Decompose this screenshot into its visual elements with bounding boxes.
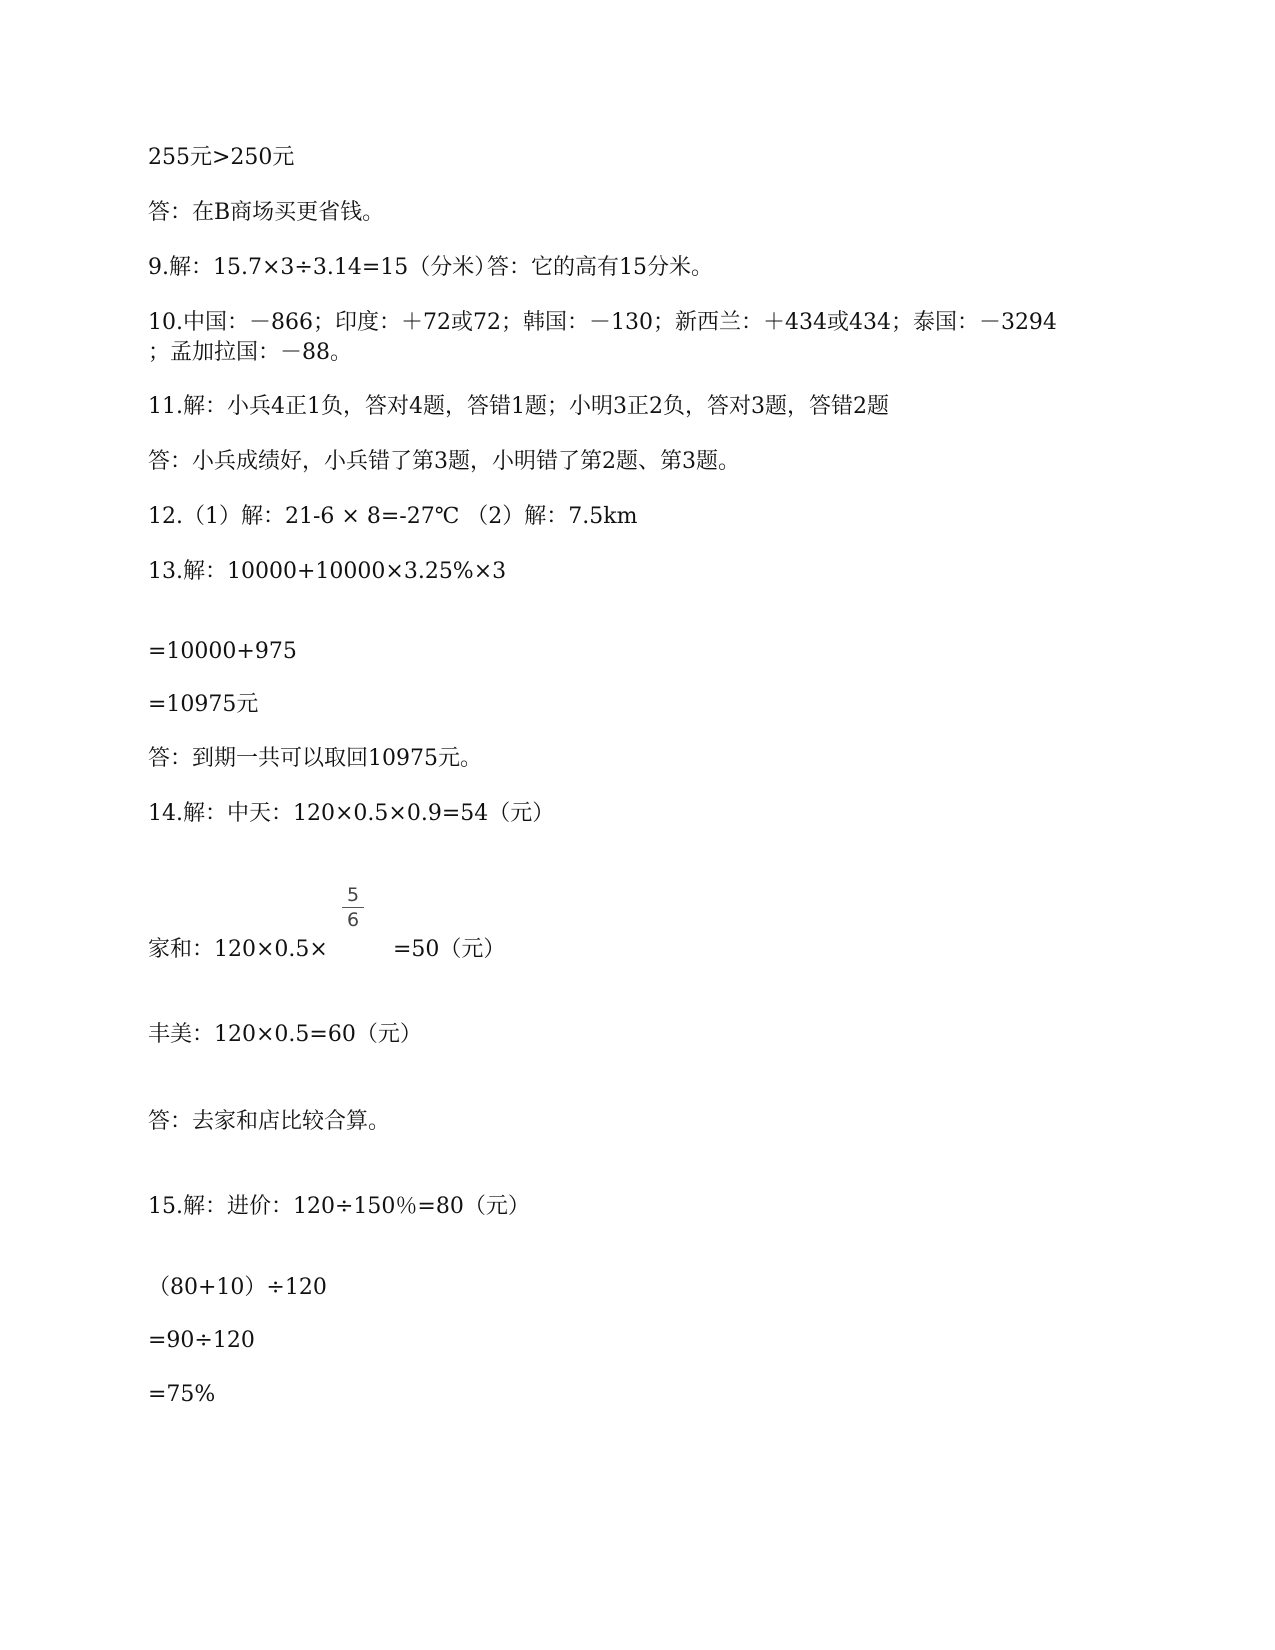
q9-answer: 答：它的高有15分米。 <box>487 255 713 280</box>
q14-jiahe-right: =50（元） <box>393 937 506 962</box>
fraction-numerator: 5 <box>346 884 360 906</box>
q14-fengmei: 丰美：120×0.5=60（元） <box>148 1022 422 1047</box>
q9-solution: 9.解：15.7×3÷3.14=15（分米） <box>148 255 497 280</box>
fraction-five-sixths <box>340 884 366 931</box>
q13-step1: =10000+975 <box>148 639 297 664</box>
q11-solution: 11.解：小兵4正1负，答对4题，答错1题；小明3正2负，答对3题，答错2题 <box>148 394 889 419</box>
fraction-denominator: 6 <box>346 909 360 931</box>
q15-step3: =75% <box>148 1382 216 1407</box>
q14-zhongtian: 14.解：中天：120×0.5×0.9=54（元） <box>148 801 555 826</box>
q11-answer: 答：小兵成绩好，小兵错了第3题，小明错了第2题、第3题。 <box>148 449 740 474</box>
answer-line-255: 255元>250元 <box>148 145 295 170</box>
q14-answer: 答：去家和店比较合算。 <box>148 1109 391 1134</box>
q15-step1: （80+10）÷120 <box>148 1275 327 1300</box>
q15-step2: =90÷120 <box>148 1328 255 1353</box>
q14-jiahe-left: 家和：120×0.5× <box>148 937 328 962</box>
q12-solution: 12.（1）解：21-6 × 8=-27℃ （2）解：7.5km <box>148 504 638 529</box>
q13-step2: =10975元 <box>148 692 259 717</box>
q13-solution: 13.解：10000+10000×3.25%×3 <box>148 559 507 584</box>
fraction-bar <box>342 907 364 908</box>
q10-line2: ；孟加拉国：－88。 <box>148 340 352 365</box>
answer-q8-conclusion: 答：在B商场买更省钱。 <box>148 200 385 225</box>
q13-answer: 答：到期一共可以取回10975元。 <box>148 746 482 771</box>
q15-cost: 15.解：进价：120÷150％=80（元） <box>148 1194 530 1219</box>
q10-line1: 10.中国：－866；印度：＋72或72；韩国：－130；新西兰：＋434或434；泰国：－3294 <box>148 310 1057 335</box>
